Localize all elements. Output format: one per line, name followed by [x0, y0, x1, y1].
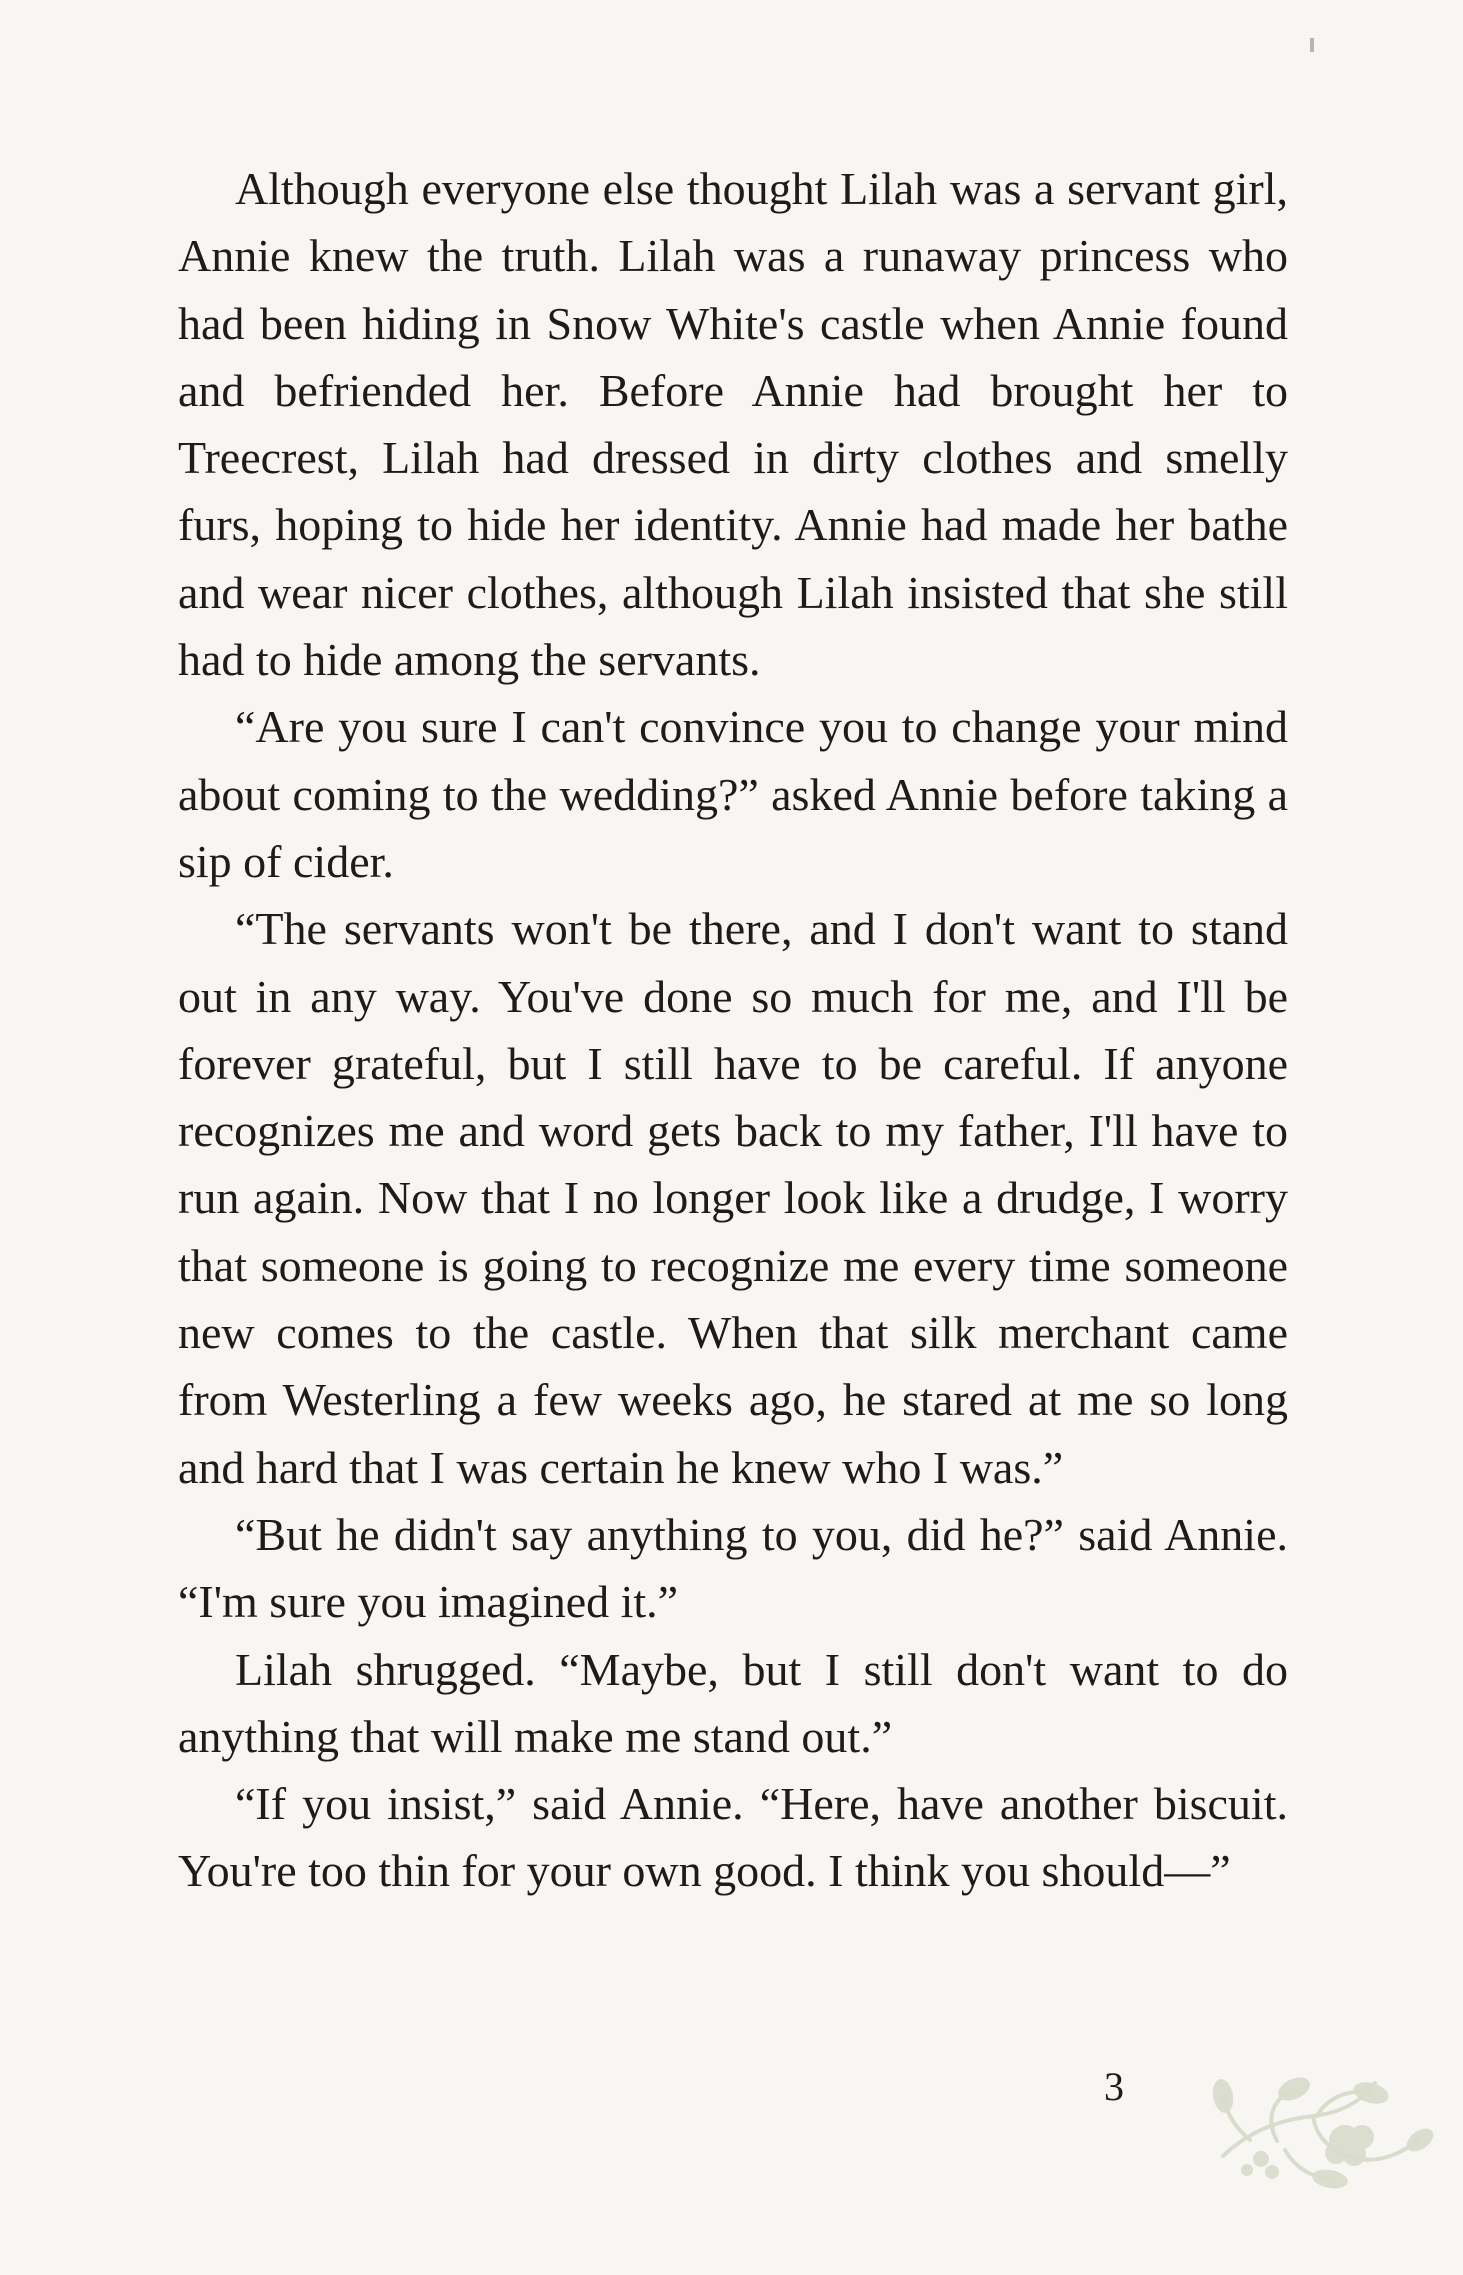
body-text: [178, 155, 1288, 1905]
floral-ornament-icon: [1188, 2058, 1438, 2198]
paragraph-3: “The servants won't be there, and I don't want to stand out in any way. You've done so much for me, and I'll be forever grateful, but I still have to be careful. If anyone recognizes me and word gets back to my father, I'll have to run again. Now that I no longer look like a drudge, I worry that someone is going to recognize me every time someone new comes to the castle. When that silk merchant came from Westerling a few weeks ago, he stared at me so long and hard that I was certain he knew who I was.”: [178, 903, 1288, 1493]
paragraph-6: “If you insist,” said Annie. “Here, have another biscuit. You're too thin for your own good. I think you should—”: [178, 1778, 1288, 1897]
paragraph-4: “But he didn't say anything to you, did he?” said Annie. “I'm sure you imagined it.”: [178, 1508, 1288, 1628]
page-number: 3: [1104, 2064, 1124, 2109]
paragraph-1: Although everyone else thought Lilah was a servant girl, Annie knew the truth. Lilah was a runaway princess who had been hiding in Snow White's castle when Annie found and befriended her. Before Annie had brought her to Treecrest, Lilah had dressed in dirty clothes and smelly furs, hoping to hide her identity. Annie had made her bathe and wear nicer clothes, although Lilah insisted that she still had to hide among the servants.: [178, 163, 1288, 686]
scan-mark: [1310, 38, 1314, 52]
paragraph-5: Lilah shrugged. “Maybe, but I still don't want to do anything that will make me stand out.”: [178, 1643, 1288, 1762]
paragraph-2: “Are you sure I can't convince you to change your mind about coming to the wedding?” asked Annie before taking a sip of cider.: [178, 701, 1288, 887]
